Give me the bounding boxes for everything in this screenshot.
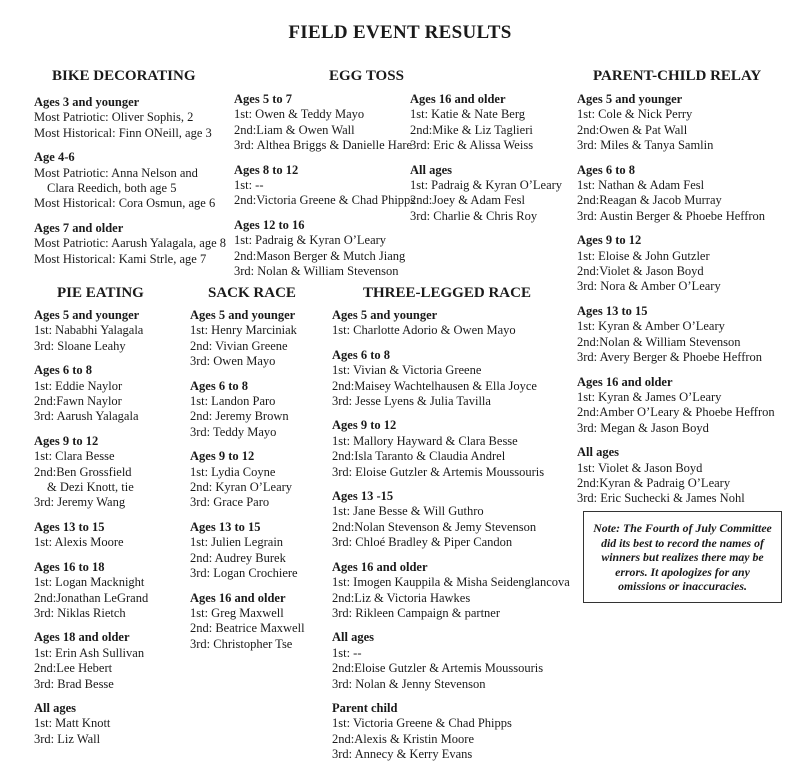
page-title: FIELD EVENT RESULTS	[288, 22, 512, 43]
result-group	[190, 449, 305, 511]
result-group	[577, 233, 775, 295]
result-line: 1st: Erin Ash Sullivan	[34, 645, 145, 660]
result-group	[34, 701, 148, 747]
result-group	[34, 221, 226, 267]
result-line: 3rd: Annecy & Kerry Evans	[332, 747, 473, 762]
result-line: 3rd: Nolan & William Stevenson	[234, 264, 399, 279]
age-group-heading: Ages 16 and older	[332, 559, 428, 574]
age-group-heading: Ages 13 -15	[332, 489, 394, 504]
result-line: 2nd:Alexis & Kristin Moore	[332, 731, 475, 746]
age-group-heading: Ages 12 to 16	[234, 217, 305, 232]
parent-child-relay-title: PARENT-CHILD RELAY	[593, 68, 762, 84]
result-line: Most Patriotic: Aarush Yalagala, age 8	[34, 236, 226, 251]
result-line: 1st: Imogen Kauppila & Misha Seidenglancova	[332, 575, 570, 590]
age-group-heading: Ages 5 and younger	[34, 308, 140, 322]
age-group-heading: Ages 5 and younger	[190, 308, 296, 322]
egg-toss-results-a	[234, 92, 415, 288]
result-line: 2nd:Isla Taranto & Claudia Andrel	[332, 449, 506, 464]
result-line: 2nd: Beatrice Maxwell	[190, 621, 305, 636]
age-group-heading: Ages 3 and younger	[34, 95, 140, 109]
result-line: 1st: Padraig & Kyran O’Leary	[234, 233, 387, 248]
result-group	[332, 418, 570, 480]
result-group	[332, 560, 570, 622]
age-group-heading: Age 4-6	[34, 150, 75, 165]
result-line: 2nd:Jonathan LeGrand	[34, 590, 149, 605]
result-group	[34, 363, 148, 425]
result-group	[577, 163, 775, 225]
bike-decorating-title: BIKE DECORATING	[52, 68, 196, 84]
result-group	[410, 92, 562, 154]
result-line: 1st: Landon Paro	[190, 394, 276, 409]
age-group-heading: Ages 18 and older	[34, 630, 130, 645]
age-group-heading: Ages 13 to 15	[34, 519, 105, 534]
result-line: 3rd: Owen Mayo	[190, 354, 276, 369]
result-line: 2nd:Owen & Pat Wall	[577, 122, 688, 137]
result-line: 1st: Vivian & Victoria Greene	[332, 363, 482, 378]
age-group-heading: Parent child	[332, 700, 398, 715]
result-line: 1st: Victoria Greene & Chad Phipps	[332, 716, 512, 731]
result-group	[332, 489, 570, 551]
result-line: 1st: Nathan & Adam Fesl	[577, 178, 705, 193]
age-group-heading: Ages 9 to 12	[34, 433, 99, 448]
age-group-heading: Ages 13 to 15	[190, 519, 261, 534]
result-line: 2nd:Maisey Wachtelhausen & Ella Joyce	[332, 378, 537, 393]
result-line: 3rd: Nora & Amber O’Leary	[577, 279, 721, 294]
result-line: 3rd: Avery Berger & Phoebe Heffron	[577, 350, 763, 365]
age-group-heading: Ages 6 to 8	[577, 162, 635, 177]
result-group	[190, 379, 305, 441]
result-line: 1st: Padraig & Kyran O’Leary	[410, 178, 563, 193]
result-line: 2nd:Nolan Stevenson & Jemy Stevenson	[332, 519, 537, 534]
result-line: 3rd: Eric & Alissa Weiss	[410, 138, 534, 153]
result-line: Most Patriotic: Oliver Sophis, 2	[34, 110, 194, 125]
age-group-heading: All ages	[34, 700, 77, 715]
result-group	[34, 630, 148, 692]
age-group-heading: Ages 5 and younger	[577, 92, 683, 106]
age-group-heading: Ages 9 to 12	[577, 233, 642, 248]
result-line: 3rd: Austin Berger & Phoebe Heffron	[577, 208, 766, 223]
parent-child-relay-results	[577, 92, 775, 516]
age-group-heading: Ages 6 to 8	[34, 363, 92, 378]
result-line: 3rd: Chloé Bradley & Piper Candon	[332, 535, 513, 550]
age-group-heading: Ages 5 and younger	[332, 308, 438, 322]
result-line: 2nd:Joey & Adam Fesl	[410, 193, 525, 208]
result-group	[190, 520, 305, 582]
result-line: 1st: Julien Legrain	[190, 535, 284, 550]
result-group	[190, 308, 305, 370]
result-line: 1st: Alexis Moore	[34, 535, 124, 550]
age-group-heading: Ages 5 to 7	[234, 92, 292, 106]
result-group	[332, 308, 570, 339]
result-line: 2nd: Vivian Greene	[190, 338, 288, 353]
result-line: 1st: Owen & Teddy Mayo	[234, 107, 365, 122]
result-line: 2nd:Mason Berger & Mutch Jiang	[234, 248, 406, 263]
result-group	[410, 163, 562, 225]
result-line: 2nd:Eloise Gutzler & Artemis Moussouris	[332, 661, 544, 676]
result-line: 3rd: Logan Crochiere	[190, 566, 298, 581]
age-group-heading: Ages 6 to 8	[190, 378, 248, 393]
result-line: 2nd:Ben Grossfield	[34, 464, 132, 479]
result-line: 3rd: Christopher Tse	[190, 636, 293, 651]
result-line: 2nd: Kyran O’Leary	[190, 480, 293, 495]
result-group	[332, 630, 570, 692]
result-line: 1st: Eddie Naylor	[34, 378, 123, 393]
result-group	[234, 218, 415, 280]
result-group	[332, 701, 570, 763]
result-line: 3rd: Eloise Gutzler & Artemis Moussouris	[332, 464, 545, 479]
age-group-heading: Ages 16 and older	[577, 374, 673, 389]
result-line: 3rd: Megan & Jason Boyd	[577, 420, 709, 435]
result-line: 3rd: Niklas Rietch	[34, 605, 126, 620]
result-line: 2nd:Mike & Liz Taglieri	[410, 122, 533, 137]
result-line: Most Historical: Cora Osmun, age 6	[34, 196, 216, 211]
result-group	[34, 308, 148, 354]
result-line: 1st: Clara Besse	[34, 449, 115, 464]
result-group	[577, 445, 775, 507]
result-line: 1st: Greg Maxwell	[190, 605, 284, 620]
result-group	[577, 92, 775, 154]
result-line: 1st: Logan Macknight	[34, 575, 145, 590]
sack-race-title: SACK RACE	[208, 285, 296, 301]
result-group	[190, 591, 305, 653]
age-group-heading: Ages 16 and older	[410, 92, 506, 106]
bike-decorating-results	[34, 95, 226, 276]
result-line: 1st: Eloise & John Gutzler	[577, 248, 710, 263]
result-group	[332, 348, 570, 410]
result-line: & Dezi Knott, tie	[47, 480, 134, 495]
result-line: Most Historical: Finn ONeill, age 3	[34, 125, 212, 140]
pie-eating-results	[34, 308, 148, 756]
result-group	[577, 375, 775, 437]
result-line: Clara Reedich, both age 5	[47, 181, 177, 196]
three-legged-race-title: THREE-LEGGED RACE	[363, 285, 531, 301]
result-line: 1st: Kyran & Amber O’Leary	[577, 319, 725, 334]
age-group-heading: Ages 16 and older	[190, 590, 286, 605]
result-line: 1st: Cole & Nick Perry	[577, 107, 693, 122]
result-line: 1st: Katie & Nate Berg	[410, 107, 526, 122]
result-line: 2nd:Fawn Naylor	[34, 394, 122, 409]
result-line: 3rd: Aarush Yalagala	[34, 409, 139, 424]
result-line: 2nd:Violet & Jason Boyd	[577, 264, 704, 279]
result-group	[34, 560, 148, 622]
result-line: 3rd: Liz Wall	[34, 731, 101, 746]
egg-toss-title: EGG TOSS	[329, 68, 404, 84]
result-line: 3rd: Jeremy Wang	[34, 495, 126, 510]
result-line: 3rd: Teddy Mayo	[190, 424, 277, 439]
result-line: 3rd: Brad Besse	[34, 676, 114, 691]
result-group	[34, 95, 226, 141]
result-line: 3rd: Rikleen Campaign & partner	[332, 605, 501, 620]
result-line: 2nd:Lee Hebert	[34, 661, 113, 676]
result-line: 1st: Jane Besse & Will Guthro	[332, 504, 484, 519]
age-group-heading: Ages 7 and older	[34, 220, 124, 235]
result-line: 2nd: Jeremy Brown	[190, 409, 289, 424]
age-group-heading: Ages 9 to 12	[190, 449, 255, 464]
age-group-heading: Ages 16 to 18	[34, 559, 105, 574]
result-line: 1st: Charlotte Adorio & Owen Mayo	[332, 323, 516, 338]
result-group	[34, 434, 148, 511]
result-line: 2nd:Kyran & Padraig O’Leary	[577, 475, 731, 490]
result-line: 1st: Nababhi Yalagala	[34, 323, 144, 338]
result-line: 1st: --	[332, 645, 362, 660]
result-line: 1st: Lydia Coyne	[190, 464, 276, 479]
result-group	[34, 150, 226, 212]
result-line: 3rd: Grace Paro	[190, 495, 270, 510]
result-line: 3rd: Jesse Lyens & Julia Tavilla	[332, 394, 491, 409]
age-group-heading: All ages	[410, 162, 453, 177]
result-group	[577, 304, 775, 366]
result-line: 3rd: Charlie & Chris Roy	[410, 208, 538, 223]
committee-note: Note: The Fourth of July Committee did its best to record the names of winners but realizes there may be errors. It apologizes for any omissions or inaccuracies.	[583, 511, 782, 603]
result-line: 2nd:Liam & Owen Wall	[234, 122, 355, 137]
age-group-heading: All ages	[332, 630, 375, 645]
result-line: 1st: Henry Marciniak	[190, 323, 297, 338]
three-legged-race-results	[332, 308, 570, 772]
result-line: 2nd: Audrey Burek	[190, 550, 286, 565]
result-line: 2nd:Liz & Victoria Hawkes	[332, 590, 471, 605]
result-line: 3rd: Nolan & Jenny Stevenson	[332, 676, 486, 691]
result-line: 1st: Violet & Jason Boyd	[577, 460, 703, 475]
result-group	[34, 520, 148, 551]
result-line: 1st: Kyran & James O’Leary	[577, 389, 722, 404]
result-line: Most Patriotic: Anna Nelson and	[34, 165, 198, 180]
egg-toss-results-b	[410, 92, 562, 233]
result-line: 2nd:Victoria Greene & Chad Phipps	[234, 193, 416, 208]
result-line: 2nd:Reagan & Jacob Murray	[577, 193, 722, 208]
result-line: 3rd: Eric Suchecki & James Nohl	[577, 491, 745, 506]
age-group-heading: All ages	[577, 445, 620, 460]
age-group-heading: Ages 9 to 12	[332, 418, 397, 433]
result-line: 1st: --	[234, 178, 264, 193]
result-line: 2nd:Amber O’Leary & Phoebe Heffron	[577, 405, 775, 420]
result-line: 3rd: Sloane Leahy	[34, 338, 126, 353]
age-group-heading: Ages 6 to 8	[332, 347, 390, 362]
age-group-heading: Ages 8 to 12	[234, 162, 299, 177]
result-line: 2nd:Nolan & William Stevenson	[577, 334, 741, 349]
result-line: 1st: Mallory Hayward & Clara Besse	[332, 433, 518, 448]
result-group	[234, 163, 415, 209]
age-group-heading: Ages 13 to 15	[577, 303, 648, 318]
sack-race-results	[190, 308, 305, 661]
result-group	[234, 92, 415, 154]
result-line: 3rd: Miles & Tanya Samlin	[577, 138, 714, 153]
result-line: 3rd: Althea Briggs & Danielle Hare	[234, 138, 413, 153]
result-line: Most Historical: Kami Strle, age 7	[34, 251, 207, 266]
result-line: 1st: Matt Knott	[34, 716, 111, 731]
pie-eating-title: PIE EATING	[57, 285, 144, 301]
